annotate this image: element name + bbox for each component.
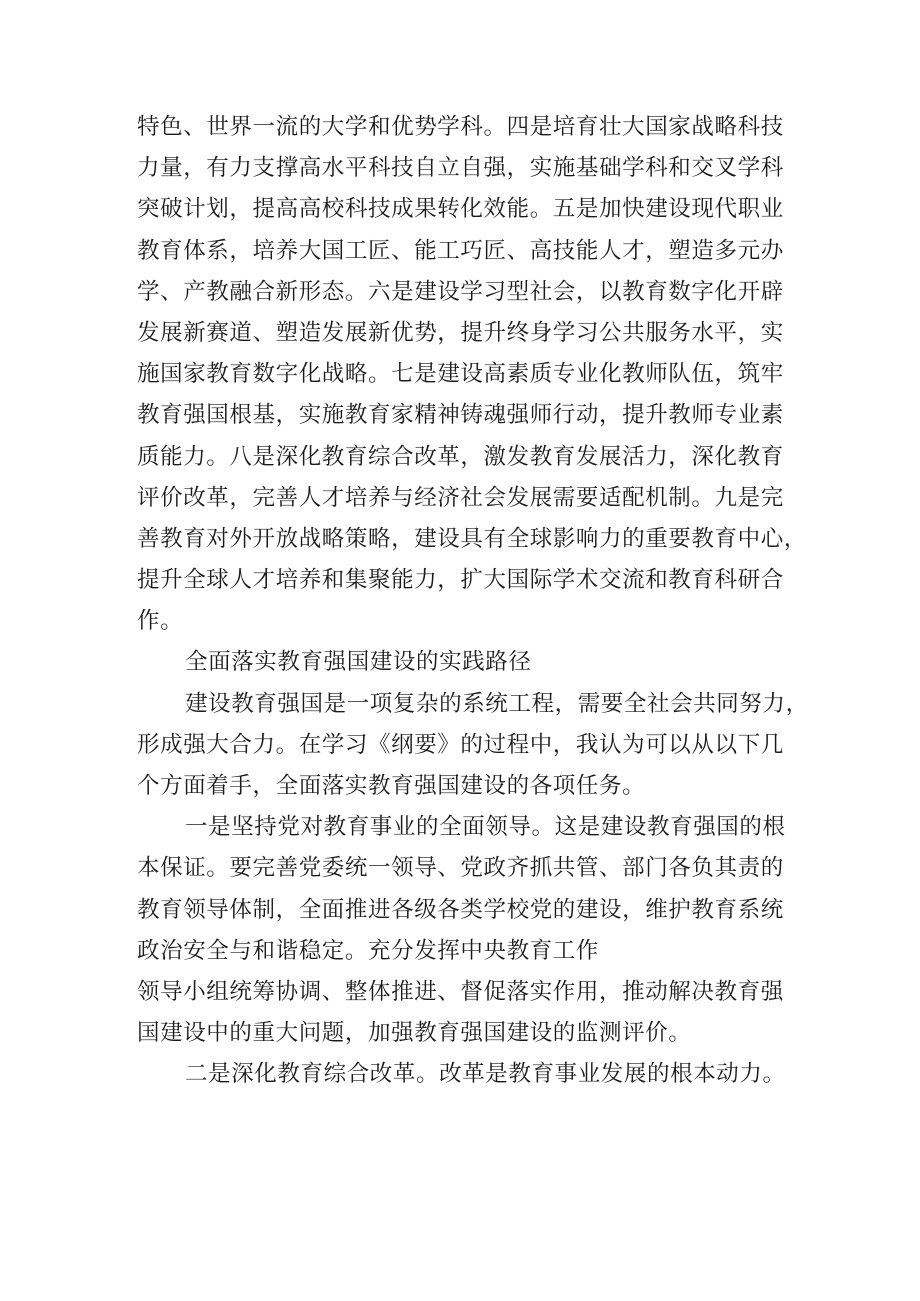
text-line: 评价改革，完善人才培养与经济社会发展需要适配机制。九是完 [137, 484, 784, 511]
text-line: 教育领导体制，全面推进各级各类学校党的建设，维护教育系统 [137, 896, 784, 923]
text-line: 善教育对外开放战略策略，建设具有全球影响力的重要教育中心， [137, 525, 807, 552]
text-line: 力量，有力支撑高水平科技自立自强，实施基础学科和交叉学科 [137, 155, 784, 182]
text-line: 施国家教育数字化战略。七是建设高素质专业化教师队伍，筑牢 [137, 361, 784, 388]
text-line: 领导小组统筹协调、整体推进、督促落实作用，推动解决教育强 [137, 978, 784, 1005]
text-line: 教育体系，培养大国工匠、能工巧匠、高技能人才，塑造多元办 [137, 237, 784, 264]
text-line: 一是坚持党对教育事业的全面领导。这是建设教育强国的根 [185, 814, 786, 841]
text-line: 二是深化教育综合改革。改革是教育事业发展的根本动力。 [185, 1061, 786, 1088]
text-line: 建设教育强国是一项复杂的系统工程，需要全社会共同努力， [185, 690, 809, 717]
text-line: 提升全球人才培养和集聚能力，扩大国际学术交流和教育科研合 [137, 567, 784, 594]
text-line: 国建设中的重大问题，加强教育强国建设的监测评价。 [137, 1020, 692, 1047]
text-line: 个方面着手，全面落实教育强国建设的各项任务。 [137, 773, 646, 799]
text-line: 质能力。八是深化教育综合改革，激发教育发展活力，深化教育 [137, 443, 784, 470]
text-line: 形成强大合力。在学习《纲要》的过程中，我认为可以从以下几 [137, 731, 784, 758]
text-line: 教育强国根基，实施教育家精神铸魂强师行动，提升教师专业素 [137, 402, 784, 429]
text-line: 发展新赛道、塑造发展新优势，提升终身学习公共服务水平，实 [137, 319, 784, 346]
text-line: 本保证。要完善党委统一领导、党政齐抓共管、部门各负其责的 [137, 855, 784, 882]
document-body [137, 107, 809, 1096]
text-line: 政治安全与和谐稳定。充分发挥中央教育工作 [137, 937, 600, 964]
text-line: 学、产教融合新形态。六是建设学习型社会，以教育数字化开辟 [137, 278, 784, 305]
text-line: 突破计划，提高高校科技成果转化效能。五是加快建设现代职业 [137, 196, 784, 223]
section-heading: 全面落实教育强国建设的实践路径 [185, 649, 532, 676]
text-line: 作。 [137, 608, 184, 635]
text-line: 特色、世界一流的大学和优势学科。四是培育壮大国家战略科技 [137, 114, 784, 140]
